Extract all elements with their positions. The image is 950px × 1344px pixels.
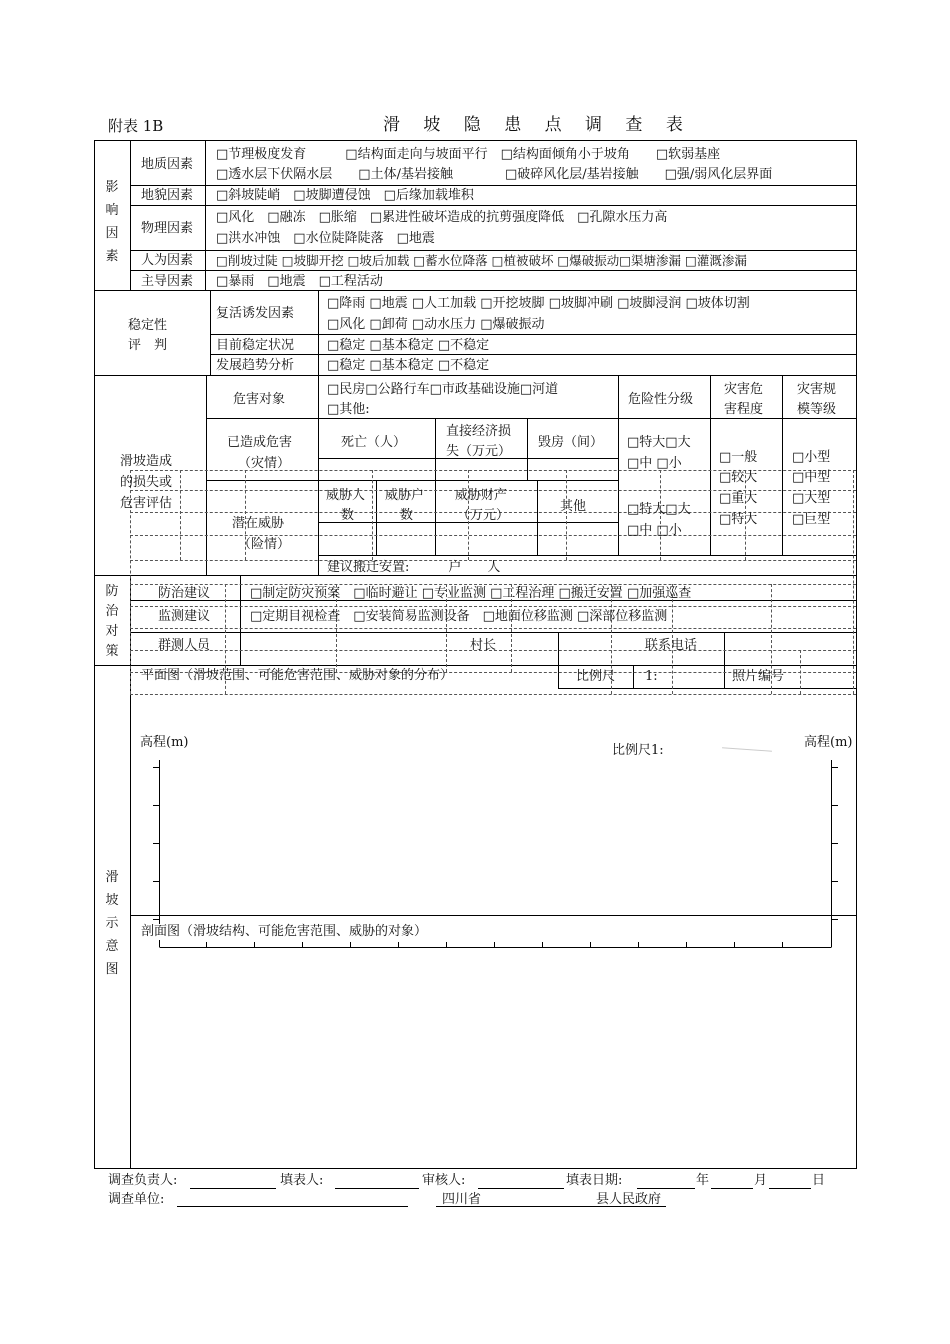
scale-option-3: □大型 <box>792 491 831 506</box>
county-government-text: 县人民政府 <box>596 1192 662 1207</box>
hazard-degree-label-1: 灾害危 <box>724 382 764 397</box>
landform-options: □斜坡陡峭 □坡脚遭侵蚀 □后缘加载堆积 <box>216 188 474 203</box>
photo-number-label: 照片编号 <box>732 669 785 684</box>
trend-options: □稳定 □基本稳定 □不稳定 <box>327 358 490 373</box>
geology-label: 地质因素 <box>141 157 194 172</box>
house-destroyed-label: 毁房（间） <box>538 435 604 450</box>
threat-property-label-2: （万元） <box>457 508 510 523</box>
reviewer-field[interactable] <box>478 1188 564 1189</box>
degree-option-1: □一般 <box>719 450 758 465</box>
geology-options-1: □节理极度发育 □结构面走向与坡面平行 □结构面倾角小于坡角 □软弱基座 <box>216 147 721 162</box>
risk-options-4: □中 □小 <box>627 523 682 538</box>
dominant-label: 主导因素 <box>141 274 194 289</box>
risk-options-3: □特大□大 <box>627 502 691 517</box>
survey-unit-field[interactable] <box>177 1206 408 1207</box>
scale-option-2: □中型 <box>792 470 831 485</box>
year-field[interactable] <box>637 1188 695 1189</box>
geology-options-2: □透水层下伏隔水层 □土体/基岩接触 □破碎风化层/基岩接触 □强/弱风化层界面 <box>216 167 773 182</box>
physical-options-2: □洪水冲蚀 □水位陡降陡落 □地震 <box>216 231 435 246</box>
risk-grade-label: 危险性分级 <box>628 392 694 407</box>
dominant-options: □暴雨 □地震 □工程活动 <box>216 274 383 289</box>
day-label: 日 <box>812 1173 826 1188</box>
scale-option-4: □巨型 <box>792 512 831 527</box>
trigger-options-2: □风化 □卸荷 □动水压力 □爆破振动 <box>327 317 545 332</box>
hazard-object-label: 危害对象 <box>233 392 286 407</box>
landform-label: 地貌因素 <box>141 188 194 203</box>
village-head-label: 村长 <box>470 638 497 653</box>
threat-people-label-1: 威胁人 <box>326 488 366 503</box>
monitoring-label: 监测建议 <box>158 609 211 624</box>
trend-label: 发展趋势分析 <box>216 358 295 373</box>
month-label: 月 <box>754 1173 768 1188</box>
hazard-object-options-2: □其他: <box>327 402 370 417</box>
province-text: 四川省 <box>442 1192 482 1207</box>
degree-option-3: □重大 <box>719 491 758 506</box>
economic-loss-label-1: 直接经济损 <box>446 424 512 439</box>
survey-leader-label: 调查负责人: <box>108 1173 178 1188</box>
survey-unit-label: 调查单位: <box>108 1192 165 1207</box>
plan-view-label: 平面图（滑坡范围、可能危害范围、威胁对象的分布） <box>141 668 454 683</box>
scale-value: 1: <box>645 669 658 684</box>
phone-label: 联系电话 <box>645 638 698 653</box>
trigger-label: 复活诱发因素 <box>216 306 295 321</box>
degree-option-4: □特大 <box>719 512 758 527</box>
current-stability-label: 目前稳定状况 <box>216 338 295 353</box>
economic-loss-label-2: 失（万元） <box>446 444 512 459</box>
cross-section-caption: 剖面图（滑坡结构、可能危害范围、威胁的对象） <box>141 924 428 939</box>
elevation-left-label: 高程(m) <box>140 735 189 750</box>
physical-label: 物理因素 <box>141 221 194 236</box>
filler-field[interactable] <box>335 1188 419 1189</box>
day-field[interactable] <box>769 1188 811 1189</box>
risk-options-2: □中 □小 <box>627 456 682 471</box>
risk-options-1: □特大□大 <box>627 435 691 450</box>
scale-blank-line <box>722 747 772 751</box>
potential-threat-label-1: 潜在威胁 <box>232 516 285 531</box>
month-field[interactable] <box>711 1188 753 1189</box>
caused-damage-label-1: 已造成危害 <box>227 435 293 450</box>
physical-options-1: □风化 □融冻 □胀缩 □累进性破坏造成的抗剪强度降低 □孔隙水压力高 <box>216 210 668 225</box>
hazard-scale-label-2: 模等级 <box>797 402 837 417</box>
death-label: 死亡（人） <box>341 435 407 450</box>
scale-label: 比例尺 <box>576 669 616 684</box>
diagram-section-label: 滑坡示意图 <box>105 870 119 977</box>
fill-date-label: 填表日期: <box>566 1173 623 1188</box>
threat-households-label-2: 数 <box>400 508 414 523</box>
prevention-label: 防治建议 <box>158 586 211 601</box>
hazard-object-options-1: □民房□公路行车□市政基础设施□河道 <box>327 382 559 397</box>
caused-damage-label-2: （灾情） <box>238 456 291 471</box>
prevention-options: □制定防灾预案 □临时避让 □专业监测 □工程治理 □搬迁安置 □加强巡查 <box>250 586 692 601</box>
hazard-scale-label-1: 灾害规 <box>797 382 837 397</box>
stability-section-label-2: 评 判 <box>128 338 168 353</box>
survey-leader-field[interactable] <box>190 1188 276 1189</box>
threat-people-label-2: 数 <box>341 508 355 523</box>
hazard-degree-label-2: 害程度 <box>724 402 764 417</box>
unit-underline <box>436 1206 666 1207</box>
other-threat-label: 其他 <box>560 499 587 514</box>
page-title: 滑 坡 隐 患 点 调 查 表 <box>383 115 692 135</box>
degree-option-2: □较大 <box>719 470 758 485</box>
human-label: 人为因素 <box>141 253 194 268</box>
potential-threat-label-2: （险情） <box>238 537 291 552</box>
influence-section-label: 影响因素 <box>105 180 119 264</box>
stability-section-label: 稳定性 <box>128 318 168 333</box>
relocation-suggestion: 建议搬迁安置: 户 人 <box>327 560 501 575</box>
monitoring-options: □定期目视检查 □安装简易监测设备 □地面位移监测 □深部位移监测 <box>250 609 668 624</box>
threat-households-label-1: 威胁户 <box>385 488 425 503</box>
human-options: □削坡过陡 □坡脚开挖 □坡后加载 □蓄水位降落 □植被破坏 □爆破振动□渠塘渗漏 □灌溉渗漏 <box>216 253 747 268</box>
elevation-right-label: 高程(m) <box>804 735 853 750</box>
year-label: 年 <box>696 1173 710 1188</box>
hazard-section-label: 滑坡造成的损失或危害评估 <box>120 454 173 511</box>
trigger-options-1: □降雨 □地震 □人工加载 □开挖坡脚 □坡脚冲刷 □坡脚浸润 □坡体切割 <box>327 296 750 311</box>
filler-label: 填表人: <box>280 1173 324 1188</box>
observer-label: 群测人员 <box>158 638 211 653</box>
scale-option-1: □小型 <box>792 450 831 465</box>
table-number: 附表 1B <box>108 117 164 135</box>
threat-property-label-1: 威胁财产 <box>455 488 508 503</box>
measures-section-label: 防治对策 <box>105 584 119 659</box>
current-stability-options: □稳定 □基本稳定 □不稳定 <box>327 338 490 353</box>
reviewer-label: 审核人: <box>422 1173 466 1188</box>
section-scale-label: 比例尺1: <box>612 743 664 758</box>
